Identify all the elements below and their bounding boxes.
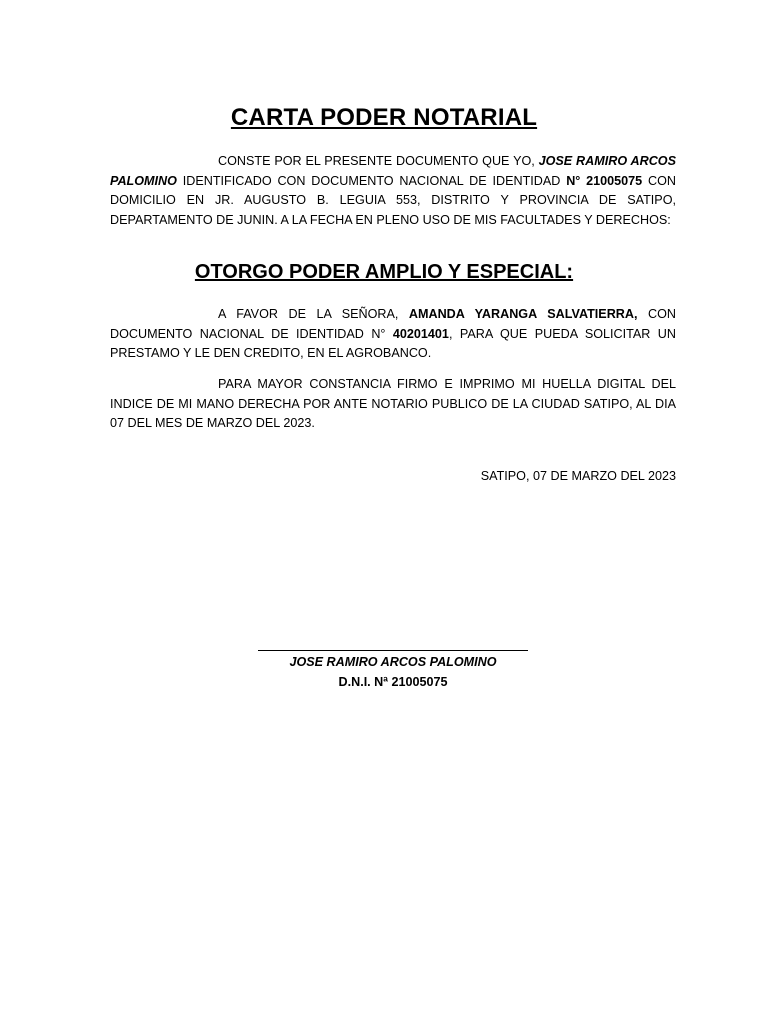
paragraph-closing bbox=[110, 375, 676, 434]
grantee-dni: 40201401 bbox=[392, 326, 449, 341]
paragraph-grantee-id-text: CON DOCUMENTO NACIONAL DE IDENTIDAD N° bbox=[110, 307, 676, 341]
document-subtitle: OTORGO PODER AMPLIO Y ESPECIAL: bbox=[194, 261, 574, 283]
signatory-dni: D.N.I. Nª 21005075 bbox=[338, 674, 448, 689]
place-and-date: SATIPO, 07 DE MARZO DEL 2023 bbox=[480, 469, 676, 483]
paragraph-grantor-address: CON DOMICILIO EN JR. AUGUSTO B. LEGUIA 553, DISTRITO Y PROVINCIA DE SATIPO, DEPARTAMENTO DE JUNIN. A LA FECHA EN PLENO USO DE MIS FACULTADES Y DERECHOS: bbox=[110, 173, 676, 227]
paragraph-grantor-text bbox=[110, 152, 676, 230]
paragraph-grantee bbox=[110, 305, 676, 364]
signature-block bbox=[258, 650, 528, 692]
paragraph-grantee-purpose: , PARA QUE PUEDA SOLICITAR UN PRESTAMO Y LE DEN CREDITO, EN EL AGROBANCO. bbox=[110, 326, 676, 360]
signature-line bbox=[258, 650, 528, 651]
grantor-name: JOSE RAMIRO ARCOS PALOMINO bbox=[110, 154, 676, 188]
signatory-name: JOSE RAMIRO ARCOS PALOMINO bbox=[289, 655, 497, 669]
paragraph-grantor bbox=[110, 152, 676, 230]
paragraph-closing-body: PARA MAYOR CONSTANCIA FIRMO E IMPRIMO MI HUELLA DIGITAL DEL INDICE DE MI MANO DERECHA POR ANTE NOTARIO PUBLICO DE LA CIUDAD SATIPO, AL DIA 07 DEL MES DE MARZO DEL 2023. bbox=[110, 377, 676, 430]
paragraph-grantor-id-text: IDENTIFICADO CON DOCUMENTO NACIONAL DE IDENTIDAD bbox=[176, 173, 567, 188]
paragraph-grantee-intro: A FAVOR DE LA SEÑORA, bbox=[218, 307, 409, 321]
paragraph-grantee-text bbox=[110, 305, 676, 364]
grantor-dni: N° 21005075 bbox=[566, 173, 643, 188]
document-title: CARTA PODER NOTARIAL bbox=[230, 104, 538, 131]
paragraph-closing-text bbox=[110, 375, 676, 434]
paragraph-grantor-intro: CONSTE POR EL PRESENTE DOCUMENTO QUE YO, bbox=[218, 154, 539, 168]
grantee-name: AMANDA YARANGA SALVATIERRA, bbox=[408, 307, 638, 321]
